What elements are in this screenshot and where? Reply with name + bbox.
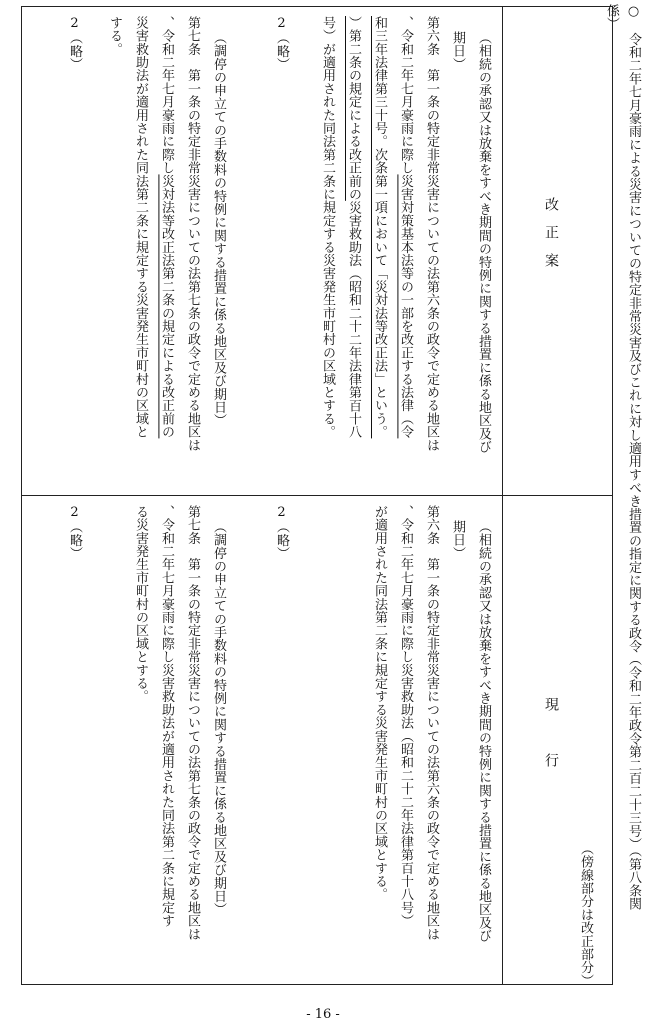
current-art6-p2-text: （略） [274, 520, 289, 560]
current-art6-p2-number: 2 [274, 505, 289, 521]
amended-art6-p2-number: 2 [274, 16, 289, 32]
current-art6-paragraph-2 [273, 505, 290, 560]
current-art7-line-1: 第七条 第一条の特定非常災害についての法第七条の政令で定める地区は [185, 505, 200, 941]
current-art6-caption-2: 期日） [450, 520, 465, 560]
amended-art7-line-2 [158, 16, 175, 438]
amended-art7-paragraph-2 [66, 16, 83, 71]
current-art7-line-3: る災害発生市町村の区域とする。 [133, 505, 148, 703]
amended-art7-line-3: 災害救助法が適用された同法第二条に規定する災害発生市町村の区域と [133, 16, 148, 439]
current-art6-line-3: が適用された同法第二条に規定する災害発生市町村の区域とする。 [372, 505, 387, 901]
amended-art7-caption: （調停の申立ての手数料の特例に関する措置に係る地区及び期日） [211, 31, 226, 427]
amended-art7-p2-text: （略） [67, 31, 82, 71]
amended-art6-line-5: 号）が適用された同法第二条に規定する災害発生市町村の区域とする。 [320, 16, 335, 439]
current-art6-line-2: 、令和二年七月豪雨に際し災害救助法（昭和二十二年法律第百十八号） [398, 505, 413, 928]
amended-art6-line-3-underlined: 和三年法律第三十号。次条第一項において「災対法等改正法」という。 [372, 16, 387, 439]
amended-art6-line-2-text: 、令和二年七月豪雨に際し [398, 16, 413, 175]
document-heading [625, 4, 642, 910]
amended-art6-caption-1: （相続の承認又は放棄をすべき期間の特例に関する措置に係る地区及び [476, 31, 491, 454]
current-art6-caption-1: （相続の承認又は放棄をすべき期間の特例に関する措置に係る地区及び [476, 520, 491, 943]
amended-art6-paragraph-2 [273, 16, 290, 71]
amended-art7-line-1: 第七条 第一条の特定非常災害についての法第七条の政令で定める地区は [185, 16, 200, 452]
underline-note: （傍線部分は改正部分） [578, 842, 593, 988]
current-art7-caption: （調停の申立ての手数料の特例に関する措置に係る地区及び期日） [211, 520, 226, 916]
heading-line-1: ○ 令和二年七月豪雨による災害についての特定非常災害及びこれに対し適用すべき措置の指定に関する政令（令和二年政令第二百二十三号）（第八条関 [626, 4, 641, 911]
amended-art6-line-4-underlined: ）第二条の規定による改正前の [346, 16, 361, 201]
amended-art7-p2-number: 2 [67, 16, 82, 32]
header-divider [502, 7, 503, 984]
amended-art6-line-4 [345, 16, 362, 438]
amended-art6-line-1: 第六条 第一条の特定非常災害についての法第六条の政令で定める地区は [424, 16, 439, 452]
amended-art6-line-4-text: 災害救助法（昭和二十二年法律第百十八 [346, 200, 361, 439]
current-art7-p2-number: 2 [67, 505, 82, 521]
amended-art6-p2-text: （略） [274, 31, 289, 71]
amended-art6-line-3 [371, 16, 388, 438]
amended-art6-line-2-underlined: 災害対策基本法等の一部を改正する法律（令 [398, 174, 413, 439]
current-art6-line-1: 第六条 第一条の特定非常災害についての法第六条の政令で定める地区は [424, 505, 439, 941]
current-art7-paragraph-2 [66, 505, 83, 560]
amended-art6-caption-2: 期日） [450, 31, 465, 71]
amended-column-header: 改 正 案 [543, 197, 559, 267]
current-column-header: 現 行 [543, 697, 559, 767]
column-divider [22, 495, 612, 496]
page-number: - 16 - [306, 1007, 340, 1022]
heading-line-2: 係） [604, 4, 619, 31]
comparison-table [21, 6, 613, 988]
amended-art6-line-2 [397, 16, 414, 438]
current-art7-line-2: 、令和二年七月豪雨に際し災害救助法が適用された同法第二条に規定す [159, 505, 174, 928]
amended-art7-line-4: する。 [107, 16, 122, 56]
amended-art7-line-2-text: 、令和二年七月豪雨に際し [159, 16, 174, 175]
amended-art7-line-2-underlined: 災対法等改正法第二条の規定による改正前の [159, 174, 174, 439]
current-art7-p2-text: （略） [67, 520, 82, 560]
